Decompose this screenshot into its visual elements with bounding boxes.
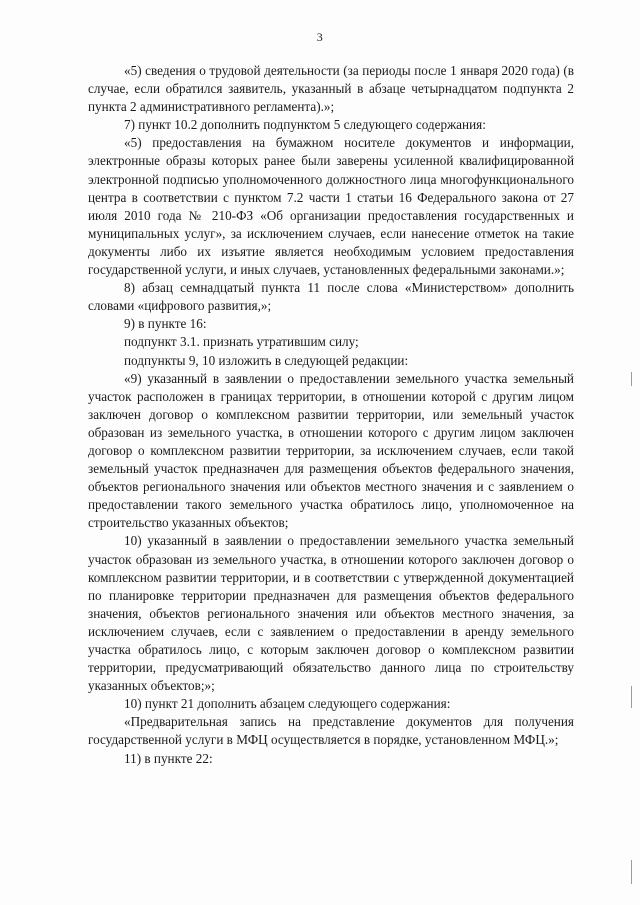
- paragraph-item-8: 8) абзац семнадцатый пункта 11 после слова «Министерством» дополнить словами «цифрового развития,»;: [88, 280, 574, 314]
- scan-edge-mark: [631, 686, 632, 708]
- paragraph-subitem-9-text: «9) указанный в заявлении о предоставлении земельного участка земельный участок расположен в границах территории, в отношении которой с другим лицом заключен договор о комплексном развитии территории, или земельный участок образован из земельного участка, в отношении которого с другим лицом заключен договор о комплексном развитии территории, за исключением случаев, если такой земельный участок предназначен для размещения объектов федерального значения, объектов регионального значения или объектов местного значения и с заявлением о предоставлении такого земельного участка обратилось лицо, уполномоченное на строительство указанных объектов;: [88, 370, 574, 531]
- scan-edge-mark: [631, 860, 632, 884]
- paragraph-item-10: 10) пункт 21 дополнить абзацем следующего содержания:: [124, 696, 451, 712]
- paragraph-item-7: 7) пункт 10.2 дополнить подпунктом 5 следующего содержания:: [124, 117, 486, 133]
- paragraph-item-11: 11) в пункте 22:: [124, 750, 213, 766]
- paragraph-subitems-9-10: подпункты 9, 10 изложить в следующей редакции:: [124, 352, 409, 368]
- paragraph-preliminary-registration: «Предварительная запись на представление документов для получения государственной услуги в МФЦ осуществляется в порядке, установленном МФЦ.»;: [88, 714, 574, 748]
- page-number: 3: [316, 30, 324, 44]
- document-body: [88, 62, 574, 768]
- scan-edge-mark: [631, 372, 632, 386]
- paragraph-paper-documents: «5) предоставления на бумажном носителе документов и информации, электронные образы которых ранее были заверены усиленной квалифицированной электронной подписью уполномоченного должностного лица многофункционального центра в соответствии с пунктом 7.2 части 1 статьи 16 Федерального закона от 27 июля 2010 года № 210-ФЗ «Об организации предоставления государственных и муниципальных услуг», за исключением случаев, если нанесение отметок на такие документы либо их изъятие является необходимым условием предоставления государственной услуги, и иных случаев, установленных федеральными законами.»;: [88, 135, 574, 278]
- paragraph-subitem-3-1: подпункт 3.1. признать утратившим силу;: [124, 334, 359, 350]
- paragraph-subitem-10-text: 10) указанный в заявлении о предоставлении земельного участка земельный участок образован из земельного участка, в отношении которого заключен договор о комплексном развитии территории, и в соответствии с утвержденной документацией по планировке территории предназначен для размещения объектов федерального значения, объектов регионального значения или объектов местного значения, за исключением случаев, если с заявлением о предоставлении в аренду земельного участка обратилось лицо, с которым заключен договор о комплексном развитии территории, предусматривающий обязательство данного лица по строительству указанных объектов;»;: [88, 533, 574, 694]
- paragraph-labor-info: «5) сведения о трудовой деятельности (за периоды после 1 января 2020 года) (в случае, если обратился заявитель, указанный в абзаце четырнадцатом подпункта 2 пункта 2 административного регламента).»;: [88, 63, 574, 115]
- paragraph-item-9: 9) в пункте 16:: [124, 316, 207, 332]
